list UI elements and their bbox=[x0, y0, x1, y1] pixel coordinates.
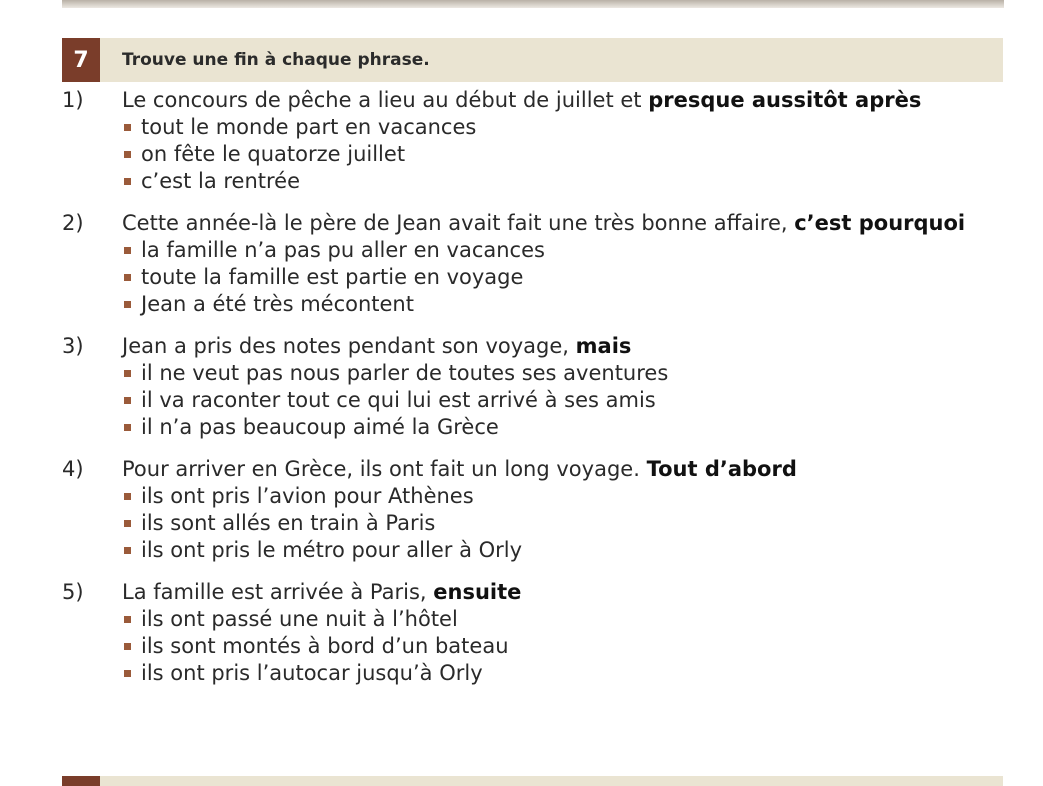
question-stem bbox=[122, 578, 992, 606]
square-bullet-icon bbox=[124, 547, 131, 554]
top-divider bbox=[62, 0, 1004, 8]
question-stem bbox=[122, 455, 992, 483]
question-number: 4) bbox=[62, 457, 84, 481]
exercise-header bbox=[62, 38, 1003, 82]
square-bullet-icon bbox=[124, 520, 131, 527]
answer-option[interactable] bbox=[122, 510, 992, 537]
answer-option[interactable] bbox=[122, 114, 992, 141]
answer-option[interactable] bbox=[122, 360, 992, 387]
option-text: on fête le quatorze juillet bbox=[141, 142, 406, 166]
option-text: la famille n’a pas pu aller en vacances bbox=[141, 238, 545, 262]
square-bullet-icon bbox=[124, 670, 131, 677]
answer-option[interactable] bbox=[122, 483, 992, 510]
question-2 bbox=[62, 209, 992, 318]
answer-options bbox=[122, 606, 992, 687]
square-bullet-icon bbox=[124, 124, 131, 131]
question-number: 3) bbox=[62, 334, 84, 358]
answer-option[interactable] bbox=[122, 414, 992, 441]
square-bullet-icon bbox=[124, 493, 131, 500]
question-stem bbox=[122, 209, 992, 237]
next-exercise-badge-strip bbox=[62, 776, 100, 786]
square-bullet-icon bbox=[124, 370, 131, 377]
question-3 bbox=[62, 332, 992, 441]
square-bullet-icon bbox=[124, 178, 131, 185]
square-bullet-icon bbox=[124, 643, 131, 650]
answer-options bbox=[122, 360, 992, 441]
stem-text: Pour arriver en Grèce, ils ont fait un long voyage. bbox=[122, 457, 647, 481]
option-text: ils ont pris l’autocar jusqu’à Orly bbox=[141, 661, 483, 685]
stem-connector: mais bbox=[575, 334, 632, 358]
question-stem bbox=[122, 332, 992, 360]
option-text: Jean a été très mécontent bbox=[141, 292, 414, 316]
question-1 bbox=[62, 86, 992, 195]
option-text: c’est la rentrée bbox=[141, 169, 301, 193]
option-text: il ne veut pas nous parler de toutes ses aventures bbox=[141, 361, 669, 385]
next-exercise-header-strip bbox=[62, 776, 1003, 786]
answer-options bbox=[122, 483, 992, 564]
stem-connector: presque aussitôt après bbox=[648, 88, 922, 112]
answer-option[interactable] bbox=[122, 237, 992, 264]
answer-option[interactable] bbox=[122, 537, 992, 564]
square-bullet-icon bbox=[124, 397, 131, 404]
stem-text: Cette année-là le père de Jean avait fait une très bonne affaire, bbox=[122, 211, 795, 235]
question-number: 5) bbox=[62, 580, 84, 604]
question-stem bbox=[122, 86, 992, 114]
option-text: ils sont allés en train à Paris bbox=[141, 511, 436, 535]
option-text: tout le monde part en vacances bbox=[141, 115, 477, 139]
square-bullet-icon bbox=[124, 301, 131, 308]
stem-connector: ensuite bbox=[433, 580, 522, 604]
stem-text: La famille est arrivée à Paris, bbox=[122, 580, 434, 604]
square-bullet-icon bbox=[124, 616, 131, 623]
option-text: il va raconter tout ce qui lui est arrivé à ses amis bbox=[141, 388, 656, 412]
answer-option[interactable] bbox=[122, 291, 992, 318]
answer-option[interactable] bbox=[122, 141, 992, 168]
option-text: ils ont pris le métro pour aller à Orly bbox=[141, 538, 523, 562]
answer-options bbox=[122, 237, 992, 318]
answer-option[interactable] bbox=[122, 168, 992, 195]
question-number: 1) bbox=[62, 88, 84, 112]
answer-options bbox=[122, 114, 992, 195]
answer-option[interactable] bbox=[122, 633, 992, 660]
question-number: 2) bbox=[62, 211, 84, 235]
square-bullet-icon bbox=[124, 274, 131, 281]
answer-option[interactable] bbox=[122, 264, 992, 291]
exercise-instruction: Trouve une fin à chaque phrase. bbox=[122, 50, 430, 70]
answer-option[interactable] bbox=[122, 660, 992, 687]
question-4 bbox=[62, 455, 992, 564]
exercise-content bbox=[62, 86, 992, 701]
option-text: il n’a pas beaucoup aimé la Grèce bbox=[141, 415, 499, 439]
square-bullet-icon bbox=[124, 424, 131, 431]
stem-text: Jean a pris des notes pendant son voyage, bbox=[122, 334, 576, 358]
option-text: toute la famille est partie en voyage bbox=[141, 265, 524, 289]
stem-connector: Tout d’abord bbox=[646, 457, 797, 481]
exercise-number-badge: 7 bbox=[62, 38, 100, 82]
answer-option[interactable] bbox=[122, 606, 992, 633]
square-bullet-icon bbox=[124, 247, 131, 254]
option-text: ils sont montés à bord d’un bateau bbox=[141, 634, 509, 658]
option-text: ils ont passé une nuit à l’hôtel bbox=[141, 607, 458, 631]
stem-text: Le concours de pêche a lieu au début de juillet et bbox=[122, 88, 649, 112]
square-bullet-icon bbox=[124, 151, 131, 158]
stem-connector: c’est pourquoi bbox=[794, 211, 966, 235]
question-5 bbox=[62, 578, 992, 687]
answer-option[interactable] bbox=[122, 387, 992, 414]
option-text: ils ont pris l’avion pour Athènes bbox=[141, 484, 474, 508]
